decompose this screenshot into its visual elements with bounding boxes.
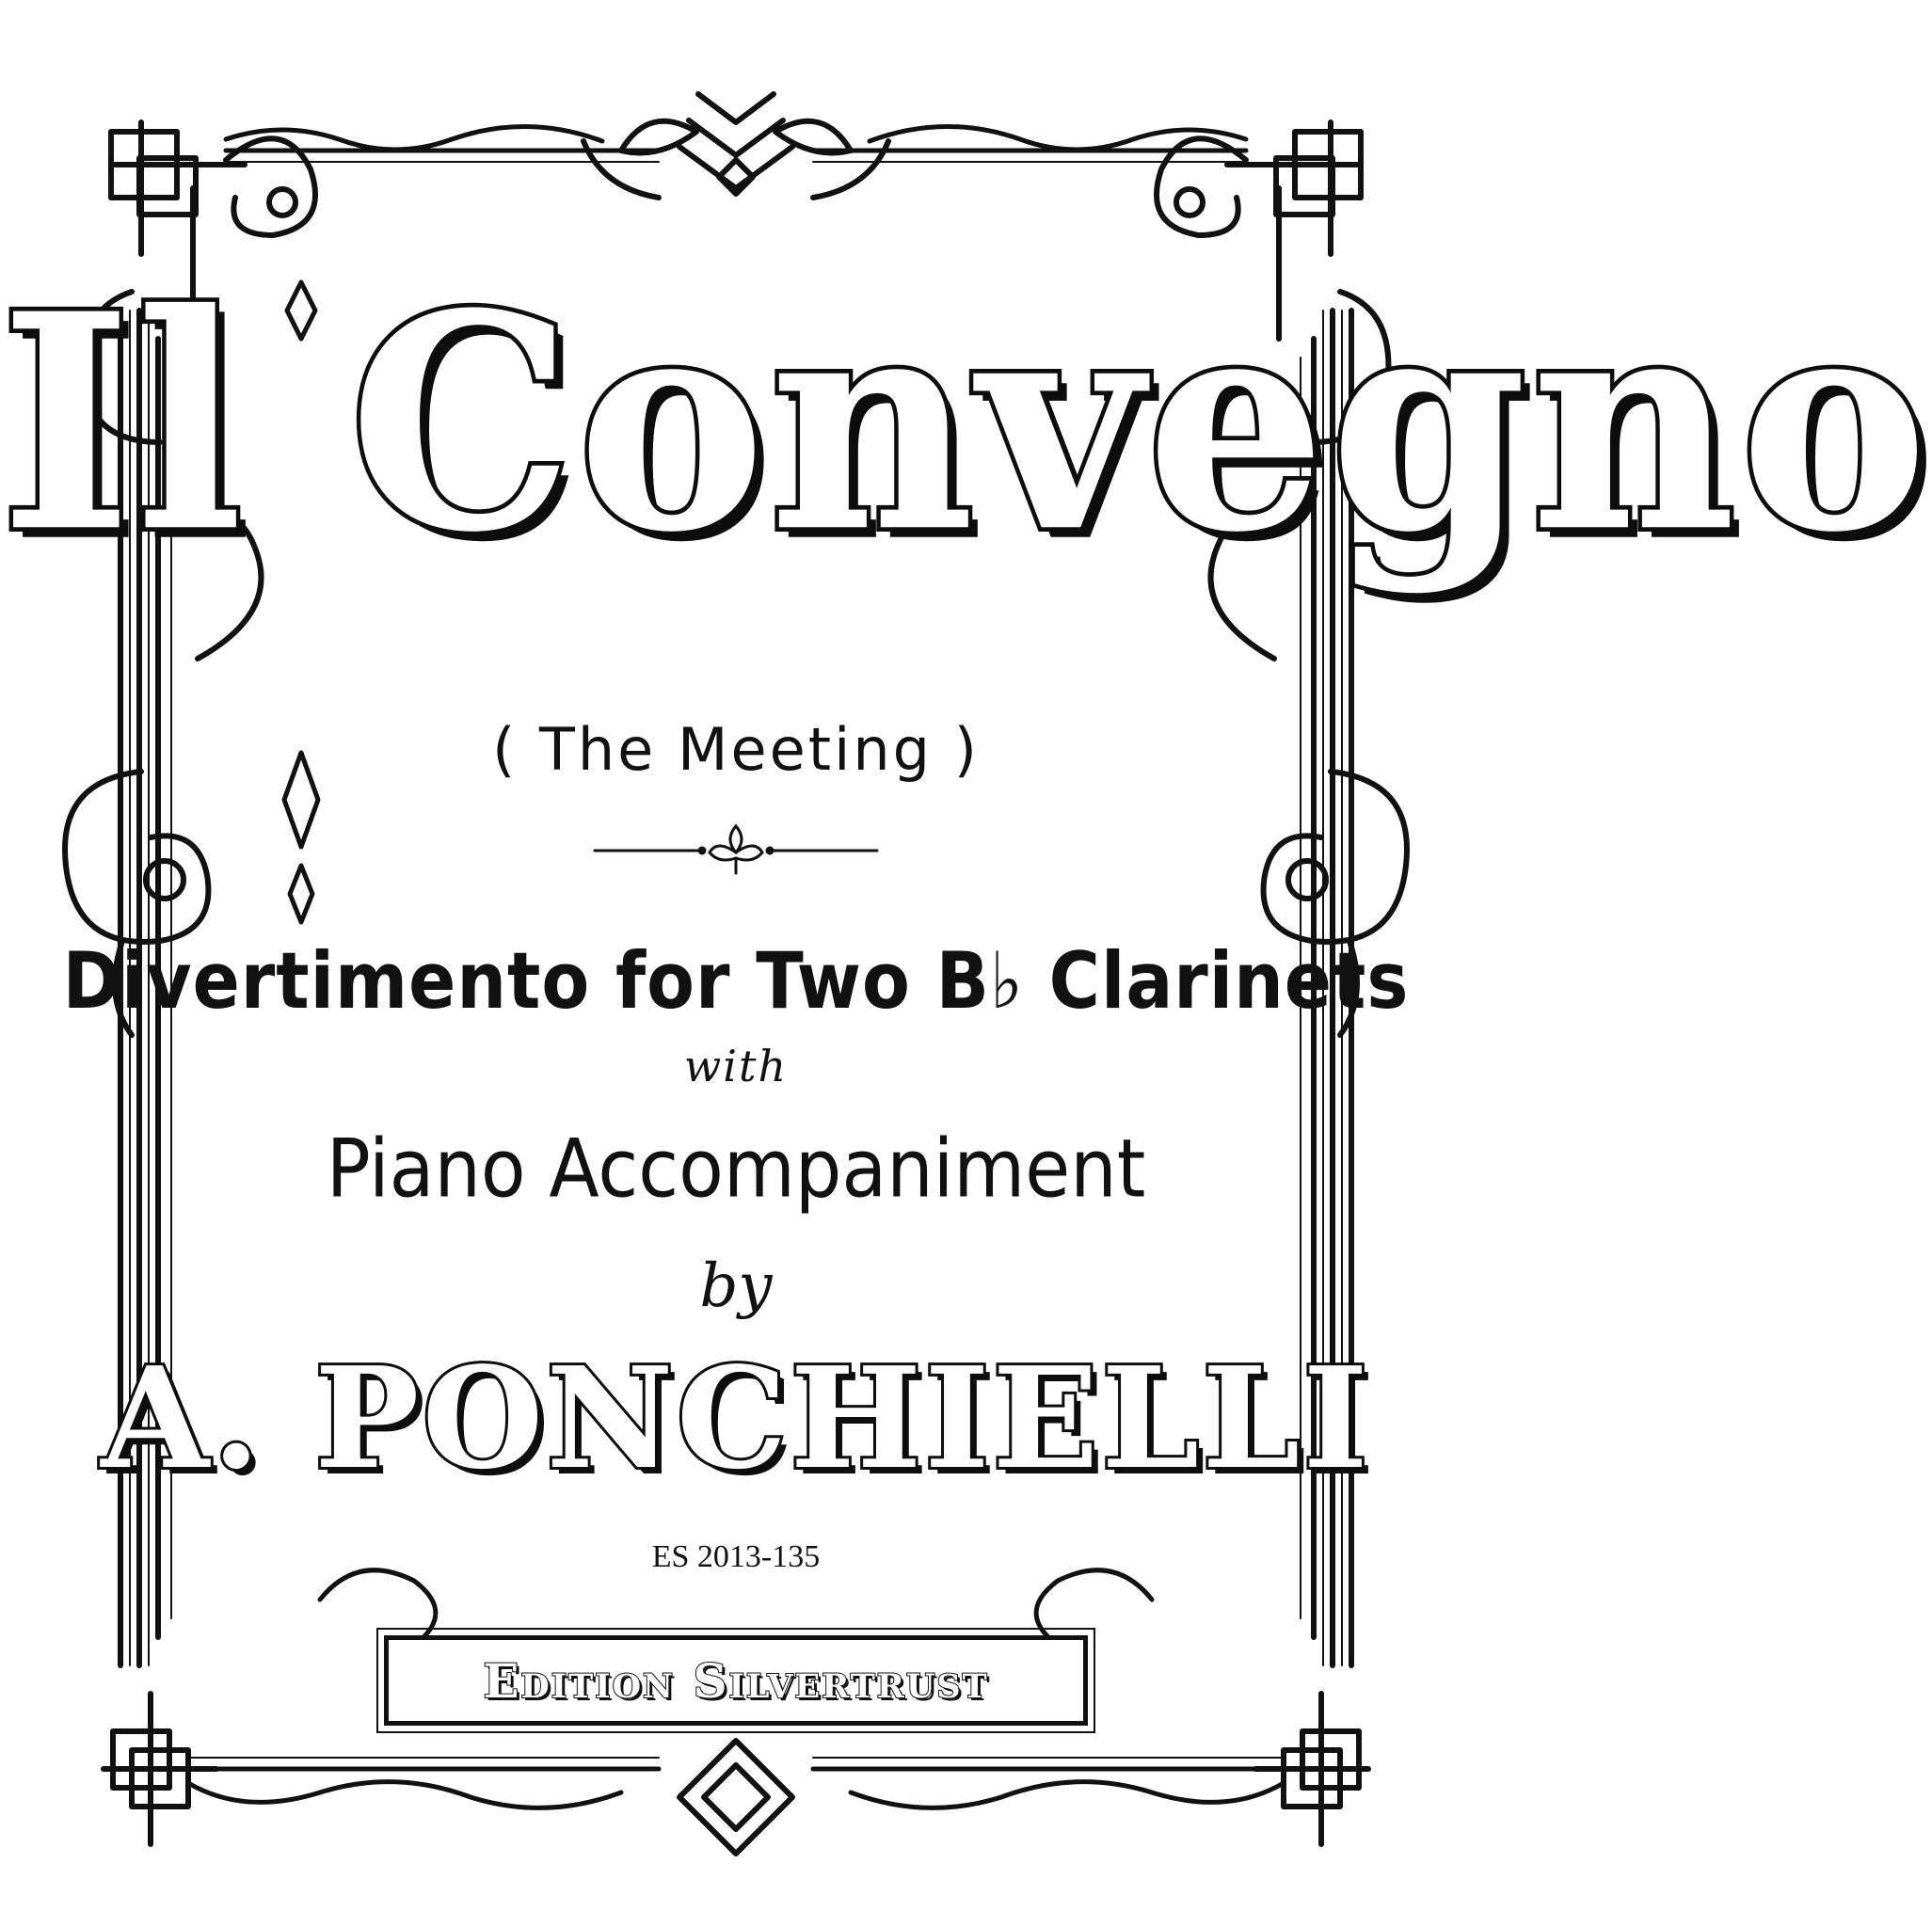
fleur-de-lis-divider [595, 820, 877, 877]
publisher-plate [384, 1635, 1088, 1726]
corner-bottom-right [1255, 1694, 1368, 1844]
connector-by: by [699, 1251, 773, 1321]
cover-accompaniment: Piano Accompaniment [326, 1123, 1146, 1217]
corner-bottom-left [104, 1694, 216, 1844]
top-center-ornament [583, 94, 888, 198]
cover-title: Il Convegno [0, 248, 1932, 597]
cover-description: Divertimento for Two B♭ Clarinets [62, 935, 1410, 1027]
bottom-center-diamond [679, 1741, 792, 1854]
cover-subtitle: ( The Meeting ) [492, 715, 980, 784]
composer-name: A. PONCHIELLI [101, 1336, 1371, 1500]
top-border [226, 126, 1246, 151]
publisher-name: Edition Silvertrust [483, 1653, 989, 1709]
connector-with: with [683, 1041, 789, 1091]
catalog-number: ES 2013-135 [651, 1539, 821, 1574]
